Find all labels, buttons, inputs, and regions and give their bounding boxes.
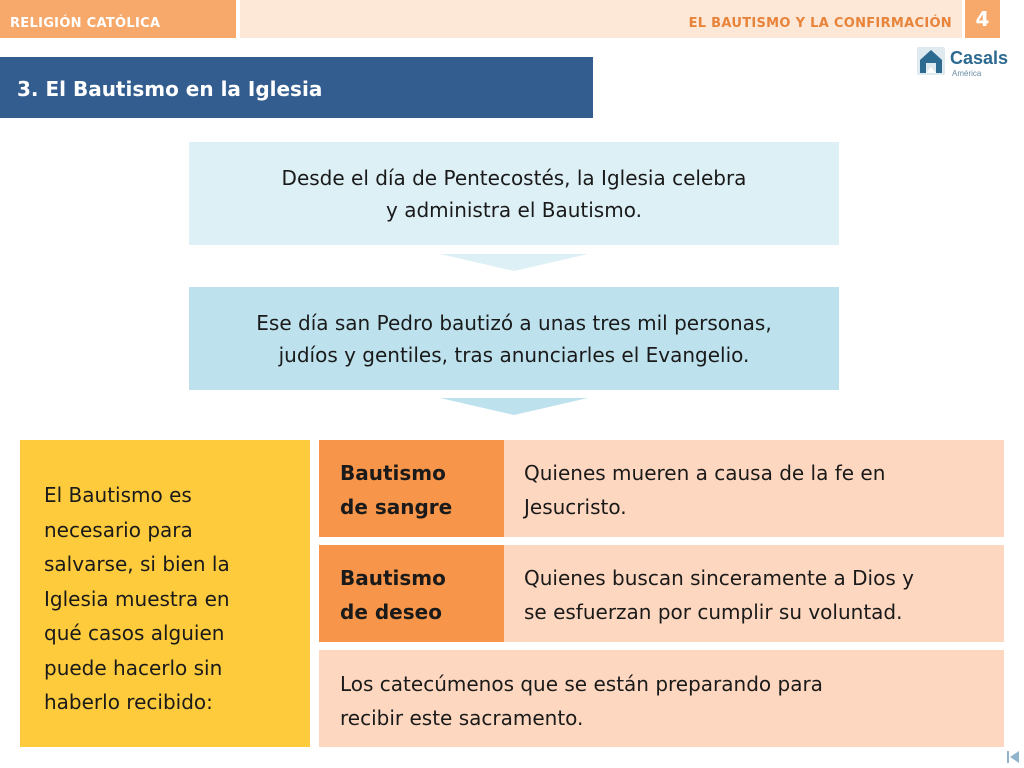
bautismo-de-sangre-label: [319, 440, 504, 537]
necessity-line: El Bautismo es: [44, 483, 192, 507]
logo-subtitle: América: [952, 69, 982, 78]
subject-label: RELIGIÓN CATÓLICA: [0, 0, 236, 38]
catechumens-line: recibir este sacramento.: [340, 706, 584, 730]
unit-number: 4: [965, 0, 1000, 38]
casals-house-icon: [916, 46, 946, 76]
case-label-line: Bautismo: [340, 461, 446, 485]
pentecost-box: [189, 142, 839, 245]
catechumens-box: [319, 650, 1004, 747]
necessity-line: haberlo recibido:: [44, 690, 213, 714]
case-desc-line: Jesucristo.: [524, 495, 627, 519]
casals-logo: [916, 46, 1016, 80]
skip-to-start-icon[interactable]: [1006, 750, 1020, 764]
case-label-line: de sangre: [340, 495, 453, 519]
bautismo-de-sangre-description: [504, 440, 1004, 537]
pentecost-line-2: y administra el Bautismo.: [386, 197, 642, 222]
down-arrow-icon: [440, 398, 588, 415]
necessity-line: Iglesia muestra en: [44, 586, 230, 611]
necessity-box: [20, 440, 310, 747]
san-pedro-line-2: judíos y gentiles, tras anunciarles el Evangelio.: [278, 342, 750, 367]
necessity-line: puede hacerlo sin: [44, 655, 223, 680]
section-title: 3. El Bautismo en la Iglesia: [0, 57, 593, 118]
san-pedro-line-1: Ese día san Pedro bautizó a unas tres mil personas,: [256, 310, 772, 335]
catechumens-line: Los catecúmenos que se están preparando para: [340, 672, 823, 696]
necessity-line: necesario para: [44, 517, 193, 542]
case-desc-line: Quienes buscan sinceramente a Dios y: [524, 566, 914, 590]
bautismo-de-deseo-label: [319, 545, 504, 642]
pentecost-line-1: Desde el día de Pentecostés, la Iglesia celebra: [281, 165, 747, 190]
bautismo-de-deseo-description: [504, 545, 1004, 642]
unit-title: EL BAUTISMO Y LA CONFIRMACIÓN: [240, 0, 962, 38]
san-pedro-box: [189, 287, 839, 390]
case-label-line: de deseo: [340, 600, 442, 624]
necessity-line: salvarse, si bien la: [44, 552, 230, 576]
down-arrow-icon: [440, 254, 588, 271]
logo-name: Casals: [950, 48, 1009, 68]
necessity-line: qué casos alguien: [44, 621, 225, 645]
case-desc-line: se esfuerzan por cumplir su voluntad.: [524, 600, 903, 624]
case-label-line: Bautismo: [340, 566, 446, 590]
case-desc-line: Quienes mueren a causa de la fe en: [524, 461, 886, 485]
